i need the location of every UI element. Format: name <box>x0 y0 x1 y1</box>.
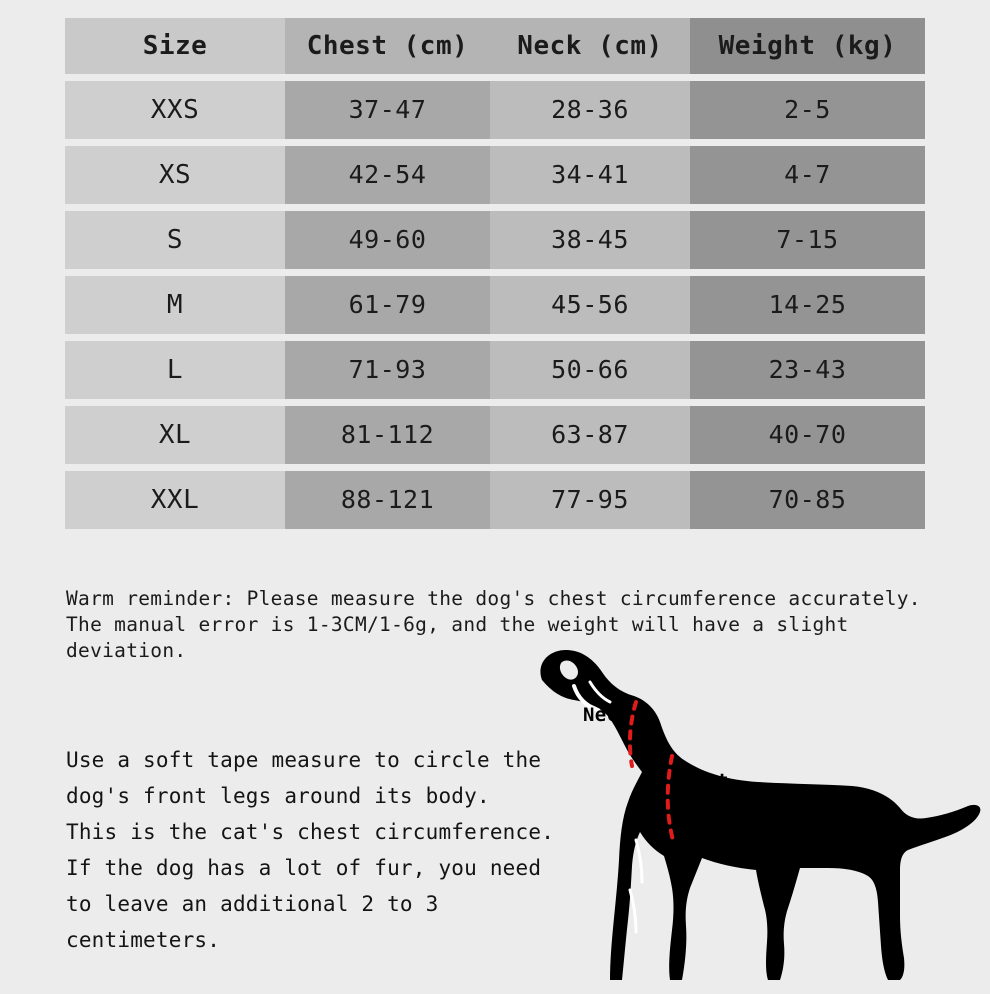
cell-size: XXL <box>65 471 285 529</box>
dog-illustration <box>470 640 990 990</box>
instruction-line-5: to leave an additional 2 to 3 centimeters. <box>66 892 439 952</box>
cell-chest: 37-47 <box>285 81 490 139</box>
cell-neck: 63-87 <box>490 406 690 464</box>
cell-weight: 7-15 <box>690 211 925 269</box>
cell-size: L <box>65 341 285 399</box>
cell-weight: 4-7 <box>690 146 925 204</box>
cell-chest: 42-54 <box>285 146 490 204</box>
cell-size: XXS <box>65 81 285 139</box>
cell-neck: 28-36 <box>490 81 690 139</box>
cell-chest: 81-112 <box>285 406 490 464</box>
cell-weight: 14-25 <box>690 276 925 334</box>
cell-weight: 2-5 <box>690 81 925 139</box>
neck-label: Neck <box>583 704 630 726</box>
chest-label: Chest <box>670 770 729 792</box>
cell-neck: 38-45 <box>490 211 690 269</box>
table-body <box>65 81 925 529</box>
cell-weight: 40-70 <box>690 406 925 464</box>
cell-neck: 34-41 <box>490 146 690 204</box>
table-row <box>65 81 925 139</box>
cell-neck: 50-66 <box>490 341 690 399</box>
column-header-weight: Weight (kg) <box>690 18 925 74</box>
dog-silhouette-icon <box>470 640 990 990</box>
column-header-size: Size <box>65 18 285 74</box>
table-header-row <box>65 18 925 74</box>
cell-size: M <box>65 276 285 334</box>
cell-neck: 45-56 <box>490 276 690 334</box>
cell-chest: 88-121 <box>285 471 490 529</box>
table-row <box>65 471 925 529</box>
cell-chest: 49-60 <box>285 211 490 269</box>
instruction-line-2: dog's front legs around its body. <box>66 784 490 808</box>
instruction-line-3: This is the cat's chest circumference. <box>66 820 555 844</box>
cell-chest: 61-79 <box>285 276 490 334</box>
table-row <box>65 211 925 269</box>
warm-reminder-line-1: Warm reminder: Please measure the dog's chest circumference accurately. <box>66 587 921 610</box>
table-header <box>65 18 925 74</box>
cell-size: S <box>65 211 285 269</box>
table-row <box>65 276 925 334</box>
size-chart-table <box>65 11 925 536</box>
warm-reminder-line-2: The manual error is 1-3CM/1-6g, and the weight will have a slight deviation. <box>66 613 849 662</box>
cell-size: XL <box>65 406 285 464</box>
table-row <box>65 341 925 399</box>
column-header-chest: Chest (cm) <box>285 18 490 74</box>
column-header-neck: Neck (cm) <box>490 18 690 74</box>
cell-weight: 70-85 <box>690 471 925 529</box>
table-row <box>65 406 925 464</box>
instruction-line-4: If the dog has a lot of fur, you need <box>66 856 542 880</box>
cell-neck: 77-95 <box>490 471 690 529</box>
instruction-line-1: Use a soft tape measure to circle the <box>66 748 542 772</box>
table-row <box>65 146 925 204</box>
cell-size: XS <box>65 146 285 204</box>
cell-weight: 23-43 <box>690 341 925 399</box>
cell-chest: 71-93 <box>285 341 490 399</box>
